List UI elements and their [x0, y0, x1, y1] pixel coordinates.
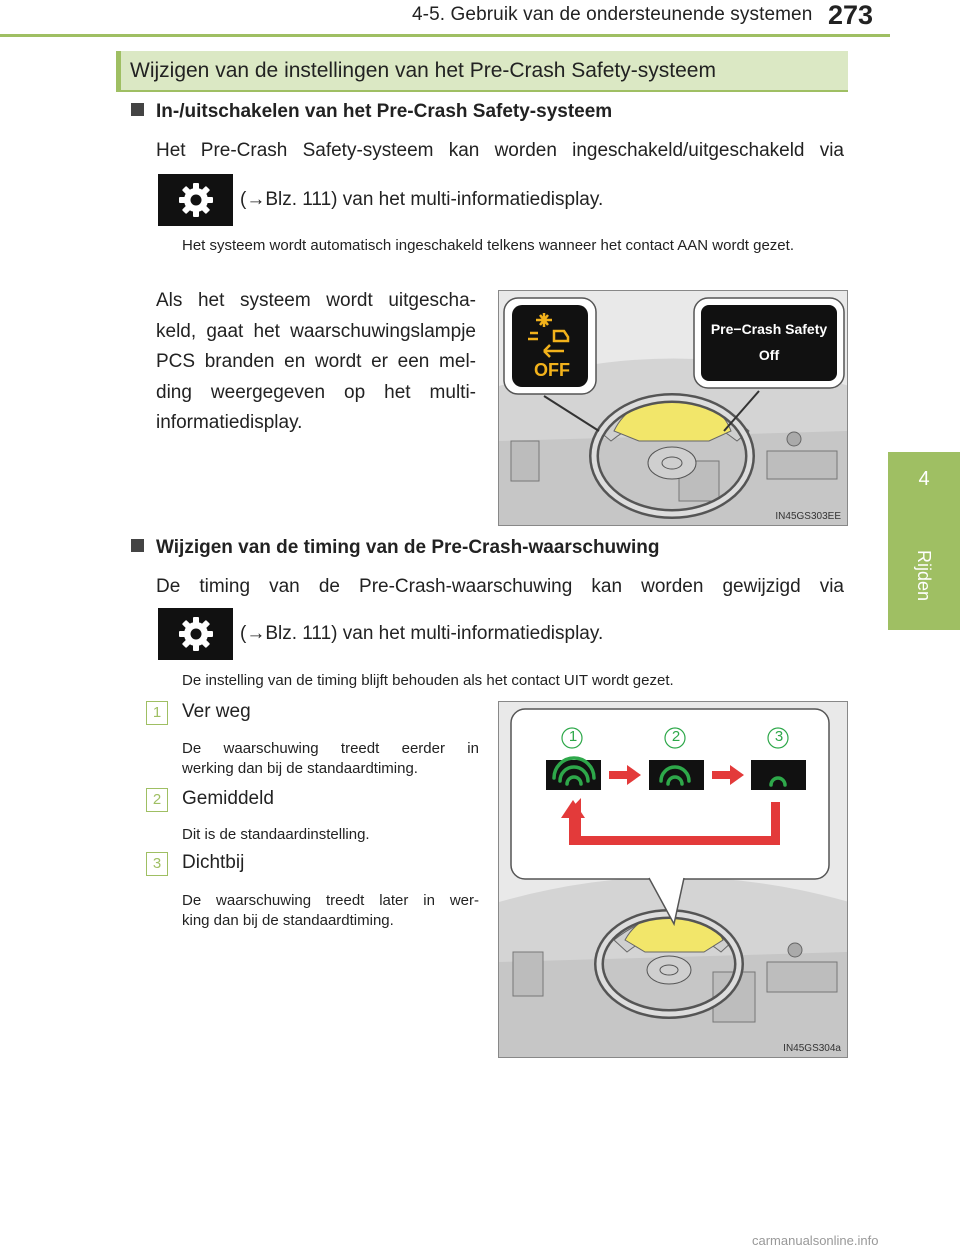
item-desc-middle [182, 825, 479, 845]
item-desc-line: De waarschuwing treedt later in wer- [182, 892, 479, 909]
item-desc-line: king dan bij de standaardtiming. [182, 911, 394, 929]
para-line: keld, gaat het waarschuwingslampje [156, 320, 476, 342]
switch-paragraph [156, 286, 476, 439]
subheading-timing-text: Wijzigen van de timing van de Pre-Crash-waarschuwing [156, 537, 660, 558]
settings-gear-icon [158, 608, 233, 660]
header-rule [0, 34, 890, 37]
para-line: ding weergegeven op het multi- [156, 381, 476, 403]
item-title-near: Dichtbij [182, 852, 245, 873]
page-number: 273 [828, 0, 874, 30]
illus-label-3: 3 [774, 728, 784, 745]
subheading-switch [131, 101, 612, 123]
item-title-far: Ver weg [182, 701, 251, 722]
pcs-off-text: OFF [534, 360, 570, 380]
pcs-off-illustration [498, 290, 848, 526]
section-title-box [116, 51, 848, 90]
bullet-square-icon [131, 103, 144, 116]
bullet-square-icon [131, 539, 144, 552]
item-number-badge: 1 [146, 701, 168, 725]
chapter-label-wrap [888, 530, 960, 620]
item-number-badge: 3 [146, 852, 168, 876]
switch-line-1: Het Pre-Crash Safety-systeem kan worden ingeschakeld/uitgeschakeld via [156, 140, 844, 161]
gear-icon [176, 614, 216, 654]
gear-icon [176, 180, 216, 220]
illus-label-1: 1 [568, 728, 578, 745]
pcs-warning-lamp-icon [526, 311, 580, 359]
item-desc-line: werking dan bij de standaardtiming. [182, 759, 418, 777]
item-title-middle: Gemiddeld [182, 788, 274, 809]
para-line: informatiedisplay. [156, 412, 303, 433]
timing-illustration [498, 701, 848, 1058]
subheading-timing [131, 537, 659, 559]
para-line: Als het systeem wordt uitgescha- [156, 290, 476, 311]
switch-note: Het systeem wordt automatisch ingeschakeld telkens wanneer het contact AAN wordt gezet. [182, 237, 794, 254]
footer-watermark: carmanualsonline.info [752, 1233, 879, 1248]
item-number-badge: 2 [146, 788, 168, 812]
illustration-code: IN45GS303EE [775, 511, 841, 522]
chapter-label: Rijden [914, 549, 935, 601]
timing-note: De instelling van de timing blijft behouden als het contact UIT wordt gezet. [182, 672, 674, 689]
display-line-2: Off [758, 347, 780, 363]
illus-label-2: 2 [671, 728, 681, 745]
timing-line-2: (→Blz. 111) van het multi-informatiedisplay. [240, 623, 604, 644]
subheading-switch-text: In-/uitschakelen van het Pre-Crash Safety-systeem [156, 101, 613, 122]
switch-line-2: (→Blz. 111) van het multi-informatiedisplay. [240, 189, 604, 210]
item-desc-near [182, 891, 479, 930]
settings-gear-icon [158, 174, 233, 226]
item-desc-far [182, 739, 479, 778]
timing-line-1: De timing van de Pre-Crash-waarschuwing kan worden gewijzigd via [156, 576, 844, 597]
display-line-1: Pre−Crash Safety [710, 321, 828, 337]
running-header: 4-5. Gebruik van de ondersteunende systemen [412, 4, 813, 25]
chapter-number: 4 [918, 468, 930, 490]
section-title: Wijzigen van de instellingen van het Pre-Crash Safety-systeem [130, 59, 716, 82]
para-line: PCS branden en wordt er een mel- [156, 351, 476, 372]
item-desc-line: Dit is de standaardinstelling. [182, 826, 370, 843]
timing-drawing [499, 702, 848, 1058]
illustration-code: IN45GS304a [783, 1043, 841, 1054]
item-desc-line: De waarschuwing treedt eerder in [182, 740, 479, 757]
